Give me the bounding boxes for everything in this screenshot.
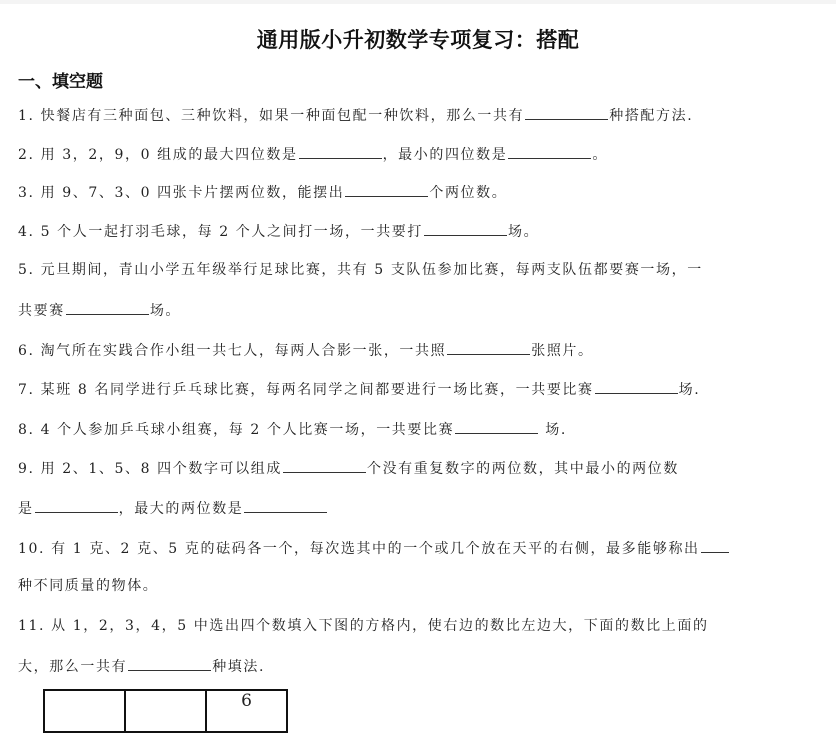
question-number: 7. [18, 382, 35, 398]
answer-blank[interactable] [525, 104, 608, 120]
answer-blank[interactable] [455, 418, 538, 434]
question-text: 从 1，2，3，4，5 中选出四个数填入下图的方格内，使右边的数比左边大，下面的数比上面的 [51, 618, 709, 634]
question-5 [18, 260, 703, 280]
question-number: 8. [18, 422, 35, 438]
question-10-continued [18, 576, 158, 596]
question-1 [18, 104, 693, 126]
grid-cell[interactable] [125, 690, 206, 732]
question-text: 用 2、1、5、8 四个数字可以组成 [40, 461, 282, 477]
question-number: 6. [18, 343, 35, 359]
question-9 [18, 457, 679, 479]
grid-row [44, 690, 287, 732]
question-text: 淘气所在实践合作小组一共七人，每两人合影一张，一共照 [40, 343, 447, 359]
question-text: 场. [539, 422, 567, 438]
question-text: 张照片。 [531, 343, 594, 359]
question-text: 种搭配方法. [609, 108, 694, 124]
answer-blank[interactable] [424, 220, 507, 236]
answer-blank[interactable] [508, 143, 591, 159]
document-title: 通用版小升初数学专项复习：搭配 [256, 28, 580, 52]
question-text: 场。 [149, 303, 182, 319]
answer-blank[interactable] [595, 378, 678, 394]
answer-blank[interactable] [66, 299, 149, 315]
question-9-continued [18, 497, 328, 519]
question-number: 2. [18, 147, 35, 163]
question-text: 是 [18, 501, 34, 517]
grid-cell[interactable] [44, 690, 125, 732]
question-text: 大，那么一共有 [18, 659, 128, 675]
section-heading-fill-in-blank: 一、填空题 [18, 72, 103, 92]
question-text: 共要赛 [18, 303, 65, 319]
question-text: 个两位数。 [429, 185, 508, 201]
question-2 [18, 143, 608, 165]
question-text: 有 1 克、2 克、5 克的砝码各一个，每次选其中的一个或几个放在天平的右侧，最多能够称出 [51, 541, 700, 557]
question-text: ，最大的两位数是 [118, 501, 244, 517]
question-text: 场。 [508, 224, 540, 240]
question-text: 用 9、7、3、0 四张卡片摆两位数，能摆出 [40, 185, 345, 201]
question-4 [18, 220, 539, 242]
question-text: 种不同质量的物体。 [18, 578, 159, 594]
answer-blank[interactable] [283, 457, 366, 473]
question-number: 4. [18, 224, 35, 240]
question-3 [18, 181, 507, 203]
question-number: 1. [18, 108, 35, 124]
question-number: 9. [18, 461, 35, 477]
answer-blank[interactable] [299, 143, 382, 159]
question-number: 5. [18, 262, 35, 278]
answer-blank[interactable] [701, 537, 729, 553]
question-6 [18, 339, 594, 361]
question-11 [18, 616, 709, 636]
question-text: 个没有重复数字的两位数，其中最小的两位数 [366, 461, 679, 477]
number-grid [43, 689, 288, 733]
question-8 [18, 418, 567, 440]
answer-blank[interactable] [447, 339, 530, 355]
question-text: 4 个人参加乒乓球小组赛，每 2 个人比赛一场，一共要比赛 [40, 422, 455, 438]
answer-blank[interactable] [345, 181, 428, 197]
answer-blank[interactable] [35, 497, 118, 513]
question-5-continued [18, 299, 181, 321]
question-text: 。 [592, 147, 608, 163]
question-text: 用 3，2，9，0 组成的最大四位数是 [40, 147, 298, 163]
answer-blank[interactable] [244, 497, 327, 513]
question-text: 元旦期间，青山小学五年级举行足球比赛，共有 5 支队伍参加比赛，每两支队伍都要赛一场，一 [40, 262, 703, 278]
answer-blank[interactable] [128, 655, 211, 671]
question-number: 10. [18, 541, 46, 557]
viewer-top-edge [0, 0, 836, 4]
question-text: 快餐店有三种面包、三种饮料，如果一种面包配一种饮料，那么一共有 [40, 108, 525, 124]
question-text: 某班 8 名同学进行乒乓球比赛，每两名同学之间都要进行一场比赛，一共要比赛 [40, 382, 594, 398]
question-text: 场. [678, 382, 701, 398]
question-number: 11. [18, 618, 46, 634]
grid-cell[interactable]: 6 [206, 690, 287, 732]
question-10 [18, 537, 730, 559]
question-text: 5 个人一起打羽毛球，每 2 个人之间打一场，一共要打 [40, 224, 423, 240]
question-text: 种填法. [212, 659, 266, 675]
question-11-continued [18, 655, 265, 677]
question-text: ，最小的四位数是 [382, 147, 508, 163]
question-7 [18, 378, 700, 400]
question-number: 3. [18, 185, 35, 201]
